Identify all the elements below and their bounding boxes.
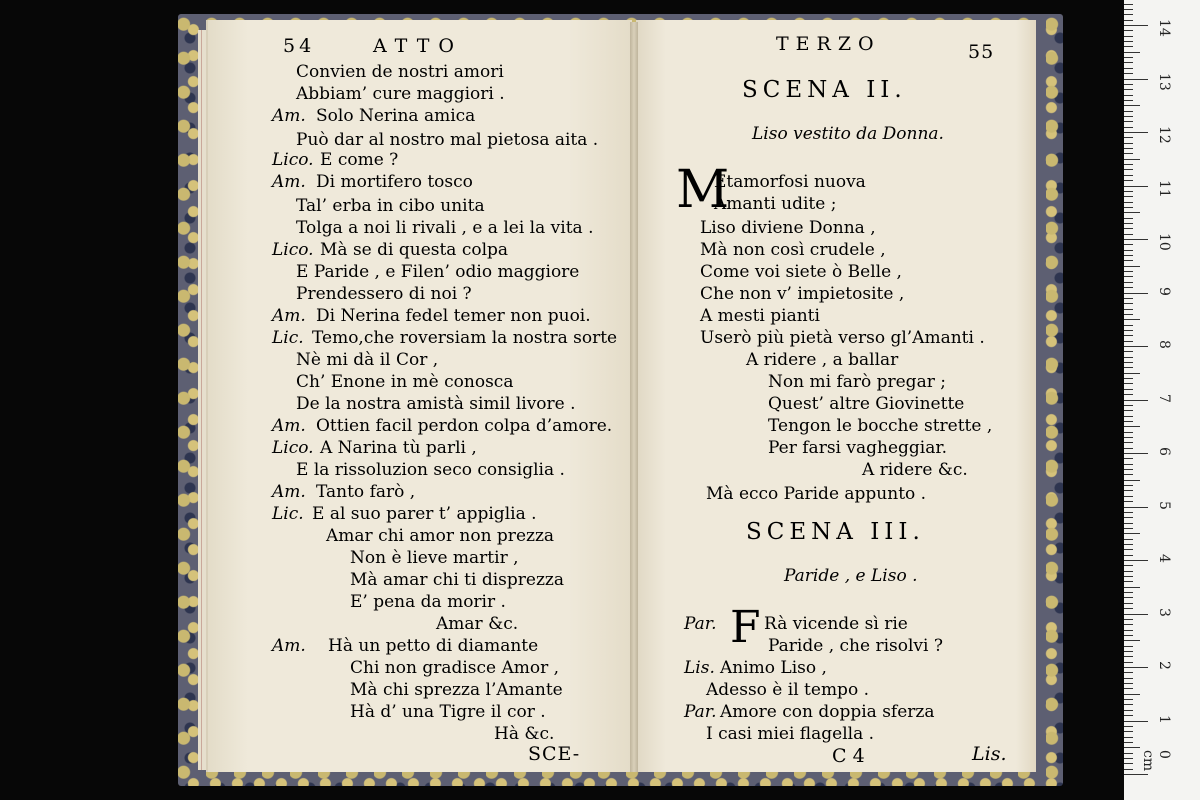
ruler-tick — [1124, 394, 1133, 395]
verse-line: Di mortifero tosco — [316, 172, 473, 192]
ruler-tick — [1124, 309, 1133, 310]
ruler-tick — [1124, 346, 1148, 347]
verse-line: Mà amar chi ti disprezza — [350, 570, 565, 590]
ruler-tick — [1124, 218, 1133, 219]
speaker-label: Am. — [272, 636, 306, 656]
ruler-tick — [1124, 389, 1133, 390]
verse-line: Come voi siete ò Belle , — [700, 262, 902, 282]
ruler-tick — [1124, 635, 1133, 636]
ruler-number: 11 — [1156, 179, 1172, 198]
ruler-tick — [1124, 383, 1133, 384]
ruler-tick — [1124, 608, 1133, 609]
verse-line: Hà &c. — [494, 724, 555, 744]
ruler-tick — [1124, 496, 1133, 497]
verse-line: Prendessero di noi ? — [296, 284, 472, 304]
ruler-tick — [1124, 592, 1133, 593]
ruler-tick — [1124, 164, 1133, 165]
ruler-tick — [1124, 362, 1133, 363]
ruler-tick — [1124, 405, 1133, 406]
ruler-tick — [1124, 560, 1148, 561]
ruler-number: 8 — [1156, 340, 1172, 349]
ruler-tick — [1124, 287, 1133, 288]
speaker-label: Lico. — [272, 438, 314, 458]
verse-line: Userò più pietà verso gl’Amanti . — [700, 328, 985, 348]
ruler-number: 4 — [1156, 554, 1172, 563]
verse-line: A mesti pianti — [700, 306, 820, 326]
ruler-tick — [1124, 501, 1133, 502]
ruler-tick — [1124, 303, 1133, 304]
ruler-tick — [1124, 565, 1133, 566]
ruler-tick — [1124, 153, 1133, 154]
ruler-tick — [1124, 351, 1133, 352]
ruler-tick — [1124, 753, 1133, 754]
verse-line: Che non v’ impietosite , — [700, 284, 905, 304]
ruler-tick — [1124, 30, 1133, 31]
ruler-tick — [1124, 640, 1140, 641]
verse-line: Amore con doppia sferza — [720, 702, 935, 722]
ruler-tick — [1124, 597, 1133, 598]
ruler-tick — [1124, 20, 1133, 21]
ruler-tick — [1124, 576, 1133, 577]
ruler-tick — [1124, 678, 1133, 679]
ruler-tick — [1124, 726, 1133, 727]
drop-cap-f: F — [730, 602, 761, 653]
ruler-tick — [1124, 512, 1133, 513]
speaker-label: Am. — [272, 306, 306, 326]
verse-line: Mà chi sprezza l’Amante — [350, 680, 563, 700]
ruler-tick — [1124, 480, 1140, 481]
verse-line: A ridere &c. — [862, 460, 968, 480]
verse-line: Mà non così crudele , — [700, 240, 886, 260]
verse-line: Amanti udite ; — [714, 194, 837, 214]
ruler-tick — [1124, 630, 1133, 631]
drop-cap-m: M — [676, 160, 730, 220]
speaker-label: Par. — [684, 702, 717, 722]
scene-2-title: SCENA II. — [742, 77, 907, 103]
verse-line: Liso diviene Donna , — [700, 218, 876, 238]
ruler-tick — [1124, 426, 1140, 427]
verse-line: Di Nerina fedel temer non puoi. — [316, 306, 591, 326]
ruler-tick — [1124, 14, 1133, 15]
verse-line: A ridere , a ballar — [746, 350, 899, 370]
ruler-tick — [1124, 624, 1133, 625]
verse-line: Chi non gradisce Amor , — [350, 658, 560, 678]
ruler-tick — [1124, 662, 1133, 663]
ruler-tick — [1124, 603, 1133, 604]
ruler-tick — [1124, 282, 1133, 283]
ruler-tick — [1124, 683, 1133, 684]
ruler-tick — [1124, 731, 1133, 732]
speaker-label: Lico. — [272, 240, 314, 260]
ruler-tick — [1124, 255, 1133, 256]
verse-line: Tal’ erba in cibo unita — [296, 196, 485, 216]
ruler-tick — [1124, 721, 1148, 722]
ruler-tick — [1124, 448, 1133, 449]
ruler-tick — [1124, 68, 1133, 69]
right-page-number: 55 — [968, 41, 995, 63]
ruler-tick — [1124, 271, 1133, 272]
speaker-label: Am. — [272, 106, 306, 126]
ruler-tick — [1124, 100, 1133, 101]
verse-line: Ch’ Enone in mè conosca — [296, 372, 514, 392]
ruler-tick — [1124, 4, 1133, 5]
ruler-tick — [1124, 132, 1148, 133]
ruler-tick — [1124, 314, 1133, 315]
ruler-tick — [1124, 737, 1133, 738]
verse-line: Tanto farò , — [316, 482, 416, 502]
ruler-tick — [1124, 196, 1133, 197]
ruler-number: 6 — [1156, 447, 1172, 456]
ruler-tick — [1124, 9, 1133, 10]
ruler-number: 12 — [1156, 126, 1172, 144]
ruler-tick — [1124, 507, 1148, 508]
ruler-tick — [1124, 437, 1133, 438]
ruler-tick — [1124, 228, 1133, 229]
verse-line: Hà d’ una Tigre il cor . — [350, 702, 546, 722]
ruler-tick — [1124, 298, 1133, 299]
left-page-number: 54 — [283, 35, 316, 57]
ruler-tick — [1124, 581, 1133, 582]
ruler-tick — [1124, 57, 1133, 58]
ruler-tick — [1124, 442, 1133, 443]
verse-line: Ottien facil perdon colpa d’amore. — [316, 416, 613, 436]
ruler-tick — [1124, 121, 1133, 122]
ruler-tick — [1124, 180, 1133, 181]
verse-line: Adesso è il tempo . — [706, 680, 869, 700]
ruler-tick — [1124, 116, 1133, 117]
ruler-tick — [1124, 25, 1148, 26]
ruler-tick — [1124, 52, 1140, 53]
ruler-tick — [1124, 378, 1133, 379]
verse-line: Temo,che roversiam la nostra sorte — [312, 328, 618, 348]
ruler-tick — [1124, 143, 1133, 144]
ruler-number: 14 — [1156, 19, 1172, 37]
ruler-tick — [1124, 341, 1133, 342]
speaker-label: Am. — [272, 172, 306, 192]
ruler-tick — [1124, 656, 1133, 657]
ruler-tick — [1124, 239, 1148, 240]
ruler-tick — [1124, 646, 1133, 647]
verse-line: De la nostra amistà simil livore . — [296, 394, 576, 414]
ruler-tick — [1124, 191, 1133, 192]
ruler-tick — [1124, 549, 1133, 550]
ruler-tick — [1124, 127, 1133, 128]
ruler-tick — [1124, 619, 1133, 620]
ruler-tick — [1124, 244, 1133, 245]
verse-line: Etamorfosi nuova — [714, 172, 866, 192]
speaker-label: Lic. — [272, 504, 304, 524]
ruler-tick — [1124, 587, 1140, 588]
ruler-tick — [1124, 710, 1133, 711]
verse-line: Non è lieve martir , — [350, 548, 519, 568]
speaker-label: Lico. — [272, 150, 314, 170]
speaker-label: Par. — [684, 614, 717, 634]
verse-line: Non mi farò pregar ; — [768, 372, 946, 392]
ruler-tick — [1124, 453, 1148, 454]
ruler-tick — [1124, 276, 1133, 277]
ruler-tick — [1124, 207, 1133, 208]
speaker-label: Am. — [272, 482, 306, 502]
ruler-tick — [1124, 186, 1148, 187]
verse-line: A Narina tù parli , — [320, 438, 477, 458]
verse-line: Convien de nostri amori — [296, 62, 504, 82]
ruler-tick — [1124, 169, 1133, 170]
ruler-tick — [1124, 330, 1133, 331]
ruler-tick — [1124, 41, 1133, 42]
speaker-label: Lis. — [684, 658, 715, 678]
ruler-tick — [1124, 747, 1140, 748]
ruler-number: 7 — [1156, 393, 1172, 403]
verse-line: E’ pena da morir . — [350, 592, 506, 612]
ruler-tick — [1124, 544, 1133, 545]
ruler-tick — [1124, 672, 1133, 673]
verse-line: Tolga a noi li rivali , e a lei la vita . — [296, 218, 594, 238]
ruler-tick — [1124, 458, 1133, 459]
verse-line: Hà un petto di diamante — [328, 636, 539, 656]
verse-line: Nè mi dà il Cor , — [296, 350, 439, 370]
ruler-tick — [1124, 89, 1133, 90]
verse-line: E come ? — [320, 150, 399, 170]
ruler-tick — [1124, 517, 1133, 518]
ruler-tick — [1124, 533, 1140, 534]
ruler-tick — [1124, 266, 1140, 267]
ruler-number: 10 — [1156, 233, 1172, 251]
speaker-label: Lic. — [272, 328, 304, 348]
verse-line: Solo Nerina amica — [316, 106, 476, 126]
ruler-tick — [1124, 555, 1133, 556]
ruler-tick — [1124, 357, 1133, 358]
ruler-tick — [1124, 325, 1133, 326]
ruler-tick — [1124, 715, 1133, 716]
scene-2-subtitle: Liso vestito da Donna. — [752, 124, 944, 144]
ruler-tick — [1124, 469, 1133, 470]
verse-line: Amar chi amor non prezza — [326, 526, 555, 546]
ruler-tick — [1124, 571, 1133, 572]
ruler-number: 2 — [1156, 661, 1172, 670]
verse-line: Abbiam’ cure maggiori . — [296, 84, 505, 104]
verse-line: Può dar al nostro mal pietosa aita . — [296, 130, 599, 150]
ruler-tick — [1124, 111, 1133, 112]
ruler-tick — [1124, 84, 1133, 85]
right-catchword: Lis. — [972, 743, 1007, 765]
ruler-number: 3 — [1156, 607, 1172, 617]
verse-line: Paride , che risolvi ? — [768, 636, 943, 656]
ruler-tick — [1124, 699, 1133, 700]
verse-line: E la rissoluzion seco consiglia . — [296, 460, 565, 480]
measurement-ruler — [1124, 0, 1200, 800]
verse-line: E Paride , e Filen’ odio maggiore — [296, 262, 580, 282]
ruler-tick — [1124, 62, 1133, 63]
ruler-tick — [1124, 400, 1148, 401]
ruler-number: 1 — [1156, 714, 1172, 724]
ruler-tick — [1124, 416, 1133, 417]
ruler-tick — [1124, 319, 1140, 320]
right-running-head: TERZO — [776, 33, 881, 55]
verse-line: Tengon le bocche strette , — [768, 416, 993, 436]
signature-mark: C 4 — [832, 745, 865, 767]
ruler-tick — [1124, 175, 1133, 176]
verse-line: Quest’ altre Giovinette — [768, 394, 965, 414]
ruler-number: 13 — [1156, 72, 1172, 91]
ruler-tick — [1124, 410, 1133, 411]
ruler-tick — [1124, 234, 1133, 235]
speaker-label: Am. — [272, 416, 306, 436]
ruler-tick — [1124, 421, 1133, 422]
ruler-tick — [1124, 758, 1133, 759]
left-running-head: ATTO — [373, 35, 463, 57]
ruler-number: 9 — [1156, 286, 1172, 296]
ruler-tick — [1124, 694, 1140, 695]
ruler-tick — [1124, 46, 1133, 47]
verse-line: I casi miei flagella . — [706, 724, 875, 744]
ruler-tick — [1124, 335, 1133, 336]
ruler-tick — [1124, 159, 1140, 160]
ruler-tick — [1124, 614, 1148, 615]
ruler-tick — [1124, 293, 1148, 294]
verse-line: Animo Liso , — [720, 658, 827, 678]
verse-line: E al suo parer t’ appiglia . — [312, 504, 537, 524]
ruler-tick — [1124, 528, 1133, 529]
ruler-tick — [1124, 212, 1140, 213]
ruler-tick — [1124, 464, 1133, 465]
ruler-tick — [1124, 742, 1133, 743]
ruler-tick — [1124, 490, 1133, 491]
ruler-tick — [1124, 485, 1133, 486]
ruler-tick — [1124, 260, 1133, 261]
ruler-number: 5 — [1156, 500, 1172, 510]
scene-3-subtitle: Paride , e Liso . — [784, 566, 918, 586]
ruler-tick — [1124, 223, 1133, 224]
ruler-tick — [1124, 73, 1133, 74]
ruler-tick — [1124, 202, 1133, 203]
ruler-tick — [1124, 763, 1133, 764]
ruler-tick — [1124, 373, 1140, 374]
ruler-tick — [1124, 704, 1133, 705]
scene-3-title: SCENA III. — [746, 519, 925, 545]
verse-line: Per farsi vagheggiar. — [768, 438, 948, 458]
ruler-tick — [1124, 137, 1133, 138]
ruler-tick — [1124, 95, 1133, 96]
ruler-tick — [1124, 667, 1148, 668]
ruler-tick — [1124, 688, 1133, 689]
ruler-tick — [1124, 432, 1133, 433]
ruler-tick — [1124, 651, 1133, 652]
ruler-tick — [1124, 79, 1148, 80]
left-catchword: SCE- — [528, 743, 581, 765]
ruler-tick — [1124, 769, 1133, 770]
ruler-number: 0 cm — [1140, 750, 1172, 772]
ruler-tick — [1124, 474, 1133, 475]
ruler-tick — [1124, 148, 1133, 149]
verse-line: Rà vicende sì rie — [764, 614, 908, 634]
ruler-tick — [1124, 36, 1133, 37]
ruler-tick — [1124, 367, 1133, 368]
ruler-tick — [1124, 105, 1140, 106]
ruler-tick — [1124, 523, 1133, 524]
verse-line: Mà ecco Paride appunto . — [706, 484, 927, 504]
verse-line: Mà se di questa colpa — [320, 240, 509, 260]
ruler-tick — [1124, 250, 1133, 251]
verse-line: Amar &c. — [436, 614, 519, 634]
book-gutter — [630, 22, 638, 772]
ruler-tick — [1124, 539, 1133, 540]
